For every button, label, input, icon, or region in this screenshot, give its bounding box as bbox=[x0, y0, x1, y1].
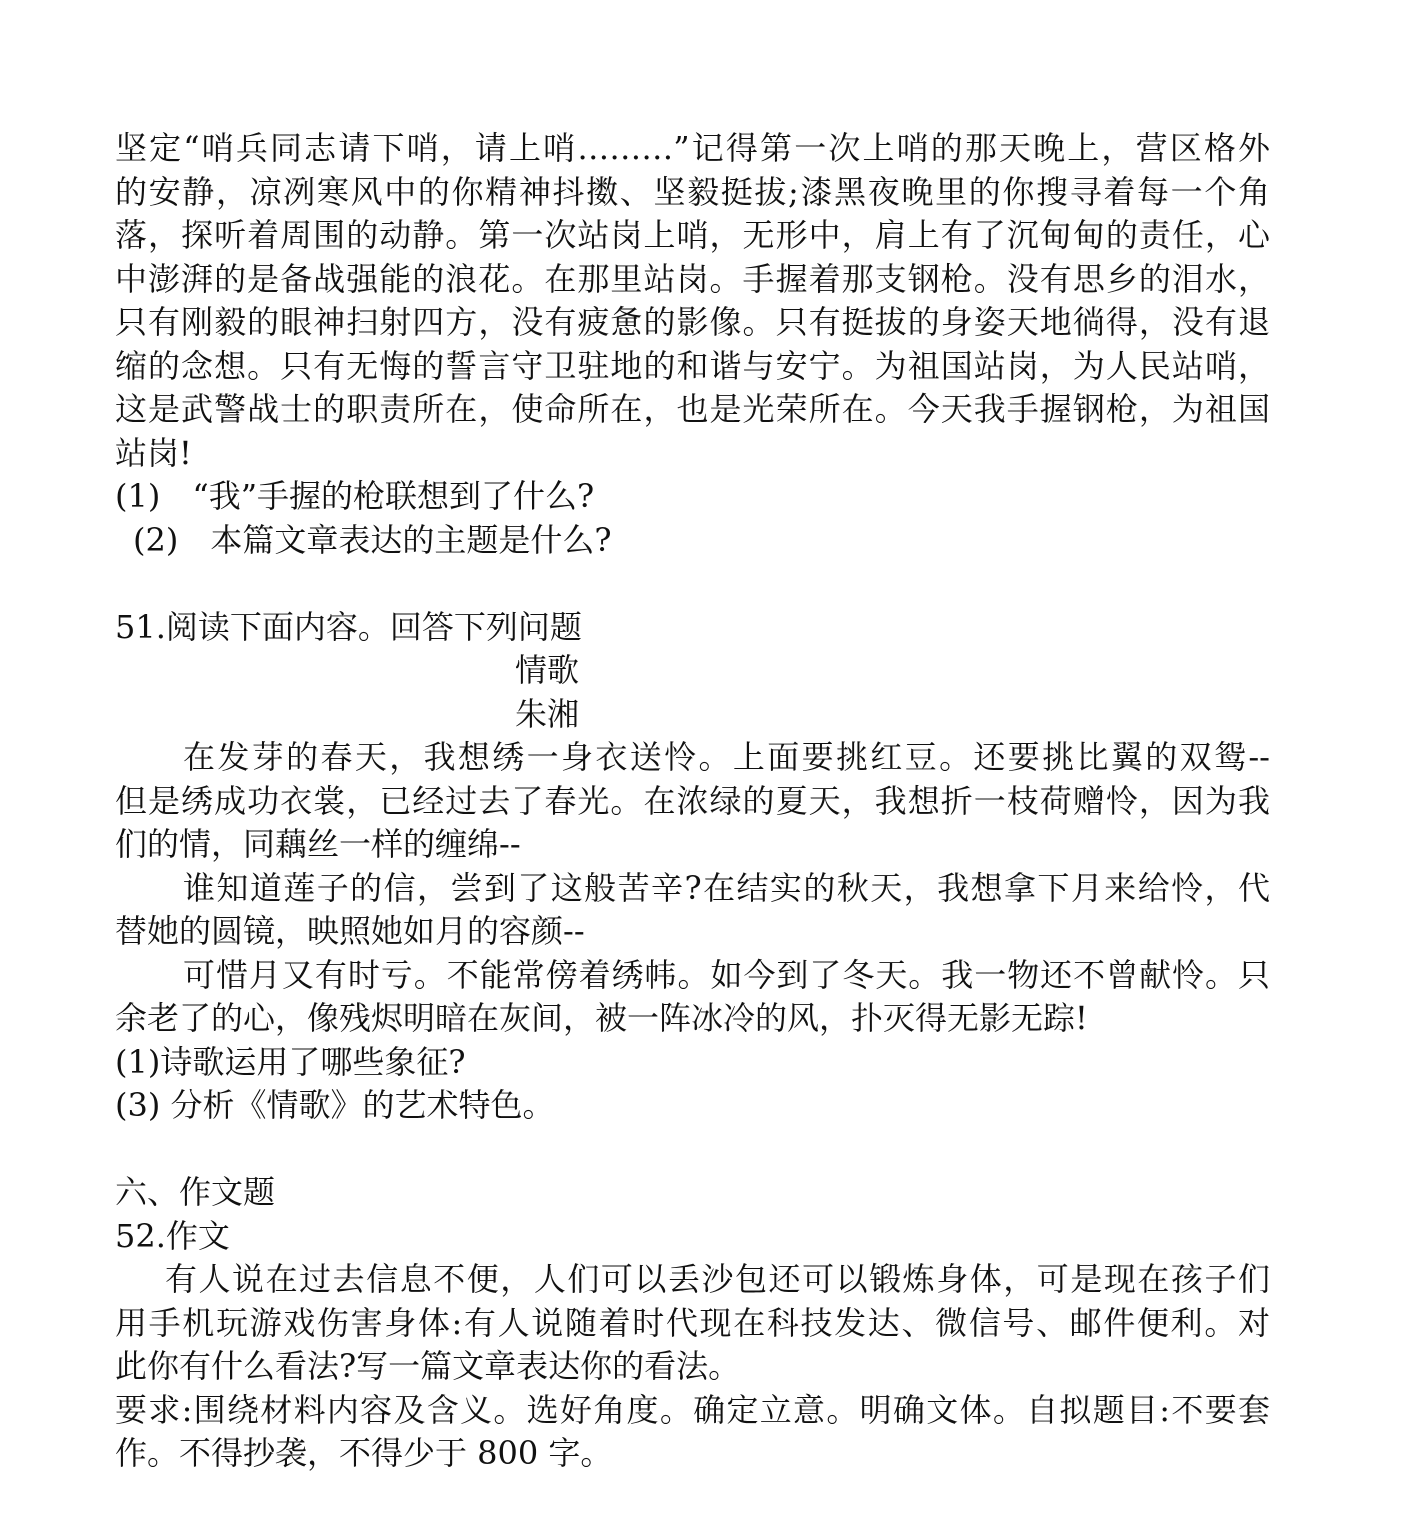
question-51-heading: 51.阅读下面内容。回答下列问题 bbox=[115, 607, 582, 646]
poem-line: 余老了的心，像残烬明暗在灰间，被一阵冰冷的风，扑灭得无影无踪! bbox=[115, 999, 1088, 1037]
poem-line: 但是绣成功衣裳，已经过去了春光。在浓绿的夏天，我想折一枝荷赠怜，因为我 bbox=[115, 781, 1270, 820]
passage-line: 的安静，凉冽寒风中的你精神抖擞、坚毅挺拔;漆黑夜晚里的你搜寻着每一个角 bbox=[115, 172, 1270, 211]
passage-line: 落，探听着周围的动静。第一次站岗上哨，无形中，肩上有了沉甸甸的责任，心 bbox=[115, 216, 1270, 254]
essay-requirements-line: 要求:围绕材料内容及含义。选好角度。确定立意。明确文体。自拟题目:不要套 bbox=[115, 1390, 1270, 1429]
question-51-3: (3) 分析《情歌》的艺术特色。 bbox=[115, 1086, 555, 1124]
spacer bbox=[115, 562, 1270, 606]
question-2: (2) 本篇文章表达的主题是什么? bbox=[133, 520, 612, 559]
question-51-1: (1)诗歌运用了哪些象征? bbox=[115, 1042, 466, 1081]
passage-line: 坚定“哨兵同志请下哨，请上哨………”记得第一次上哨的那天晚上，营区格外 bbox=[115, 129, 1270, 167]
poem-line: 替她的圆镜，映照她如月的容颜-- bbox=[115, 912, 585, 950]
essay-prompt-line: 用手机玩游戏伤害身体:有人说随着时代现在科技发达、微信号、邮件便利。对 bbox=[115, 1303, 1270, 1342]
question-1: (1) “我”手握的枪联想到了什么? bbox=[115, 477, 595, 515]
poem-line: 们的情，同藕丝一样的缠绵-- bbox=[115, 825, 521, 863]
poem-line: 在发芽的春天，我想绣一身衣送怜。上面要挑红豆。还要挑比翼的双鸳-- bbox=[183, 738, 1270, 776]
passage-line: 缩的念想。只有无悔的誓言守卫驻地的和谐与安宁。为祖国站岗，为人民站哨， bbox=[115, 346, 1270, 385]
poem-title: 情歌 bbox=[515, 651, 580, 689]
document-page bbox=[115, 127, 1270, 1476]
poem-line: 可惜月又有时亏。不能常傍着绣帏。如今到了冬天。我一物还不曾献怜。只 bbox=[183, 955, 1270, 994]
essay-prompt-line: 有人说在过去信息不便，人们可以丢沙包还可以锻炼身体，可是现在孩子们 bbox=[165, 1260, 1270, 1298]
passage-line: 只有刚毅的眼神扫射四方，没有疲惫的影像。只有挺拔的身姿天地徜得，没有退 bbox=[115, 303, 1270, 341]
poem-line: 谁知道莲子的信，尝到了这般苦辛?在结实的秋天，我想拿下月来给怜，代 bbox=[183, 868, 1270, 907]
essay-prompt-line: 此你有什么看法?写一篇文章表达你的看法。 bbox=[115, 1347, 741, 1385]
question-51 bbox=[115, 606, 1270, 1128]
essay-requirements-line: 作。不得抄袭，不得少于 800 字。 bbox=[115, 1434, 613, 1472]
poem-author: 朱湘 bbox=[515, 694, 580, 733]
section-heading: 六、作文题 bbox=[115, 1173, 276, 1211]
passage-line: 这是武警战士的职责所在，使命所在，也是光荣所在。今天我手握钢枪，为祖国 bbox=[115, 390, 1270, 428]
spacer bbox=[115, 1128, 1270, 1172]
passage-line: 站岗! bbox=[115, 433, 192, 472]
section-6 bbox=[115, 1171, 1270, 1476]
question-52-heading: 52.作文 bbox=[115, 1216, 230, 1255]
passage-line: 中澎湃的是备战强能的浪花。在那里站岗。手握着那支钢枪。没有思乡的泪水， bbox=[115, 259, 1270, 298]
passage-50 bbox=[115, 127, 1270, 562]
